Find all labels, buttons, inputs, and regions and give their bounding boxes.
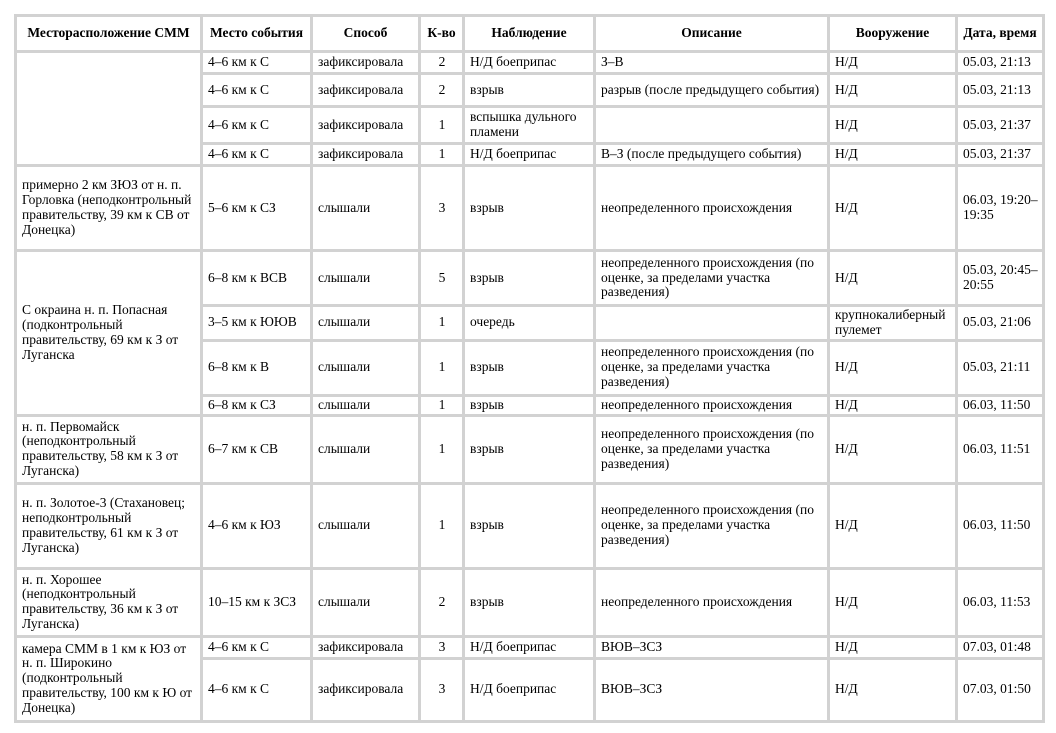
cell-event-place: 6–8 км к ВСВ bbox=[202, 251, 312, 306]
cell-weapons: Н/Д bbox=[829, 568, 957, 636]
cell-observation: вспышка дульного пламени bbox=[464, 107, 595, 144]
table-row bbox=[16, 415, 1044, 483]
cell-method: зафиксировала bbox=[312, 144, 420, 166]
cell-weapons: Н/Д bbox=[829, 166, 957, 251]
cell-weapons: Н/Д bbox=[829, 483, 957, 568]
cell-event-place: 4–6 км к С bbox=[202, 658, 312, 721]
cell-observation: Н/Д боеприпас bbox=[464, 658, 595, 721]
cell-description: ВЮВ–ЗСЗ bbox=[595, 658, 829, 721]
cell-count: 5 bbox=[420, 251, 464, 306]
cell-description: ВЮВ–ЗСЗ bbox=[595, 636, 829, 658]
cell-datetime: 06.03, 11:53 bbox=[957, 568, 1044, 636]
header-smm-location: Месторасположение СММ bbox=[16, 16, 202, 52]
cell-datetime: 06.03, 11:50 bbox=[957, 395, 1044, 415]
smm-observations-table bbox=[14, 14, 1045, 723]
cell-observation: Н/Д боеприпас bbox=[464, 636, 595, 658]
cell-count: 2 bbox=[420, 568, 464, 636]
cell-method: слышали bbox=[312, 340, 420, 395]
cell-description bbox=[595, 107, 829, 144]
cell-event-place: 4–6 км к ЮЗ bbox=[202, 483, 312, 568]
cell-weapons: Н/Д bbox=[829, 636, 957, 658]
header-weapons: Вооружение bbox=[829, 16, 957, 52]
cell-event-place: 6–8 км к В bbox=[202, 340, 312, 395]
cell-smm-location: н. п. Хорошее (неподконтрольный правительству, 36 км к З от Луганска) bbox=[16, 568, 202, 636]
cell-event-place: 4–6 км к С bbox=[202, 636, 312, 658]
cell-datetime: 05.03, 21:13 bbox=[957, 74, 1044, 107]
cell-count: 2 bbox=[420, 74, 464, 107]
cell-count: 1 bbox=[420, 395, 464, 415]
cell-description bbox=[595, 306, 829, 341]
cell-method: зафиксировала bbox=[312, 658, 420, 721]
cell-count: 2 bbox=[420, 52, 464, 74]
cell-method: слышали bbox=[312, 395, 420, 415]
cell-method: слышали bbox=[312, 483, 420, 568]
cell-count: 1 bbox=[420, 415, 464, 483]
cell-event-place: 4–6 км к С bbox=[202, 107, 312, 144]
cell-weapons: Н/Д bbox=[829, 107, 957, 144]
cell-method: зафиксировала bbox=[312, 636, 420, 658]
cell-datetime: 06.03, 19:20–19:35 bbox=[957, 166, 1044, 251]
cell-datetime: 07.03, 01:48 bbox=[957, 636, 1044, 658]
cell-smm-location: н. п. Первомайск (неподконтрольный правительству, 58 км к З от Луганска) bbox=[16, 415, 202, 483]
cell-observation: очередь bbox=[464, 306, 595, 341]
cell-event-place: 5–6 км к СЗ bbox=[202, 166, 312, 251]
cell-weapons: крупнокалиберный пулемет bbox=[829, 306, 957, 341]
cell-description: неопределенного происхождения bbox=[595, 568, 829, 636]
cell-observation: взрыв bbox=[464, 340, 595, 395]
cell-method: слышали bbox=[312, 306, 420, 341]
cell-weapons: Н/Д bbox=[829, 251, 957, 306]
header-method: Способ bbox=[312, 16, 420, 52]
header-description: Описание bbox=[595, 16, 829, 52]
cell-observation: взрыв bbox=[464, 395, 595, 415]
cell-method: зафиксировала bbox=[312, 74, 420, 107]
cell-smm-location: камера СММ в 1 км к ЮЗ от н. п. Широкино (подконтрольный правительству, 100 км к Ю от Донецка) bbox=[16, 636, 202, 721]
cell-count: 1 bbox=[420, 107, 464, 144]
cell-method: слышали bbox=[312, 568, 420, 636]
cell-weapons: Н/Д bbox=[829, 395, 957, 415]
cell-method: слышали bbox=[312, 415, 420, 483]
cell-event-place: 6–8 км к СЗ bbox=[202, 395, 312, 415]
cell-observation: Н/Д боеприпас bbox=[464, 144, 595, 166]
cell-event-place: 4–6 км к С bbox=[202, 74, 312, 107]
cell-count: 1 bbox=[420, 144, 464, 166]
header-datetime: Дата, время bbox=[957, 16, 1044, 52]
cell-datetime: 05.03, 21:06 bbox=[957, 306, 1044, 341]
cell-datetime: 05.03, 21:37 bbox=[957, 107, 1044, 144]
table-row bbox=[16, 52, 1044, 74]
table-row bbox=[16, 568, 1044, 636]
cell-description: неопределенного происхождения (по оценке, за пределами участка разведения) bbox=[595, 340, 829, 395]
cell-description: В–З (после предыдущего события) bbox=[595, 144, 829, 166]
cell-description: неопределенного происхождения (по оценке, за пределами участка разведения) bbox=[595, 415, 829, 483]
header-event-place: Место события bbox=[202, 16, 312, 52]
cell-count: 3 bbox=[420, 636, 464, 658]
table-row bbox=[16, 636, 1044, 658]
cell-method: зафиксировала bbox=[312, 52, 420, 74]
header-count: К-во bbox=[420, 16, 464, 52]
table-row bbox=[16, 251, 1044, 306]
cell-smm-location: С окраина н. п. Попасная (подконтрольный правительству, 69 км к З от Луганска bbox=[16, 251, 202, 416]
cell-count: 3 bbox=[420, 658, 464, 721]
cell-description: неопределенного происхождения bbox=[595, 166, 829, 251]
cell-observation: взрыв bbox=[464, 568, 595, 636]
cell-description: неопределенного происхождения bbox=[595, 395, 829, 415]
cell-event-place: 4–6 км к С bbox=[202, 144, 312, 166]
cell-weapons: Н/Д bbox=[829, 52, 957, 74]
cell-datetime: 05.03, 20:45–20:55 bbox=[957, 251, 1044, 306]
cell-method: зафиксировала bbox=[312, 107, 420, 144]
cell-weapons: Н/Д bbox=[829, 144, 957, 166]
cell-description: разрыв (после предыдущего события) bbox=[595, 74, 829, 107]
cell-event-place: 3–5 км к ЮЮВ bbox=[202, 306, 312, 341]
cell-datetime: 05.03, 21:13 bbox=[957, 52, 1044, 74]
cell-datetime: 05.03, 21:37 bbox=[957, 144, 1044, 166]
table-row bbox=[16, 166, 1044, 251]
cell-smm-location: примерно 2 км ЗЮЗ от н. п. Горловка (неподконтрольный правительству, 39 км к СВ от Донецка) bbox=[16, 166, 202, 251]
cell-count: 1 bbox=[420, 340, 464, 395]
cell-smm-location: н. п. Золотое-3 (Стахановец; неподконтрольный правительству, 61 км к З от Луганска) bbox=[16, 483, 202, 568]
cell-event-place: 6–7 км к СВ bbox=[202, 415, 312, 483]
cell-observation: взрыв bbox=[464, 251, 595, 306]
cell-datetime: 05.03, 21:11 bbox=[957, 340, 1044, 395]
cell-count: 1 bbox=[420, 483, 464, 568]
cell-count: 3 bbox=[420, 166, 464, 251]
cell-event-place: 10–15 км к ЗСЗ bbox=[202, 568, 312, 636]
header-observation: Наблюдение bbox=[464, 16, 595, 52]
cell-weapons: Н/Д bbox=[829, 658, 957, 721]
cell-count: 1 bbox=[420, 306, 464, 341]
cell-weapons: Н/Д bbox=[829, 415, 957, 483]
cell-description: неопределенного происхождения (по оценке, за пределами участка разведения) bbox=[595, 251, 829, 306]
cell-weapons: Н/Д bbox=[829, 74, 957, 107]
cell-observation: взрыв bbox=[464, 166, 595, 251]
cell-datetime: 06.03, 11:51 bbox=[957, 415, 1044, 483]
cell-method: слышали bbox=[312, 166, 420, 251]
cell-method: слышали bbox=[312, 251, 420, 306]
cell-smm-location bbox=[16, 52, 202, 166]
cell-weapons: Н/Д bbox=[829, 340, 957, 395]
cell-datetime: 06.03, 11:50 bbox=[957, 483, 1044, 568]
cell-description: неопределенного происхождения (по оценке, за пределами участка разведения) bbox=[595, 483, 829, 568]
cell-event-place: 4–6 км к С bbox=[202, 52, 312, 74]
cell-description: З–В bbox=[595, 52, 829, 74]
table-row bbox=[16, 483, 1044, 568]
cell-observation: взрыв bbox=[464, 74, 595, 107]
cell-observation: взрыв bbox=[464, 483, 595, 568]
cell-observation: взрыв bbox=[464, 415, 595, 483]
header-row bbox=[16, 16, 1044, 52]
cell-datetime: 07.03, 01:50 bbox=[957, 658, 1044, 721]
cell-observation: Н/Д боеприпас bbox=[464, 52, 595, 74]
